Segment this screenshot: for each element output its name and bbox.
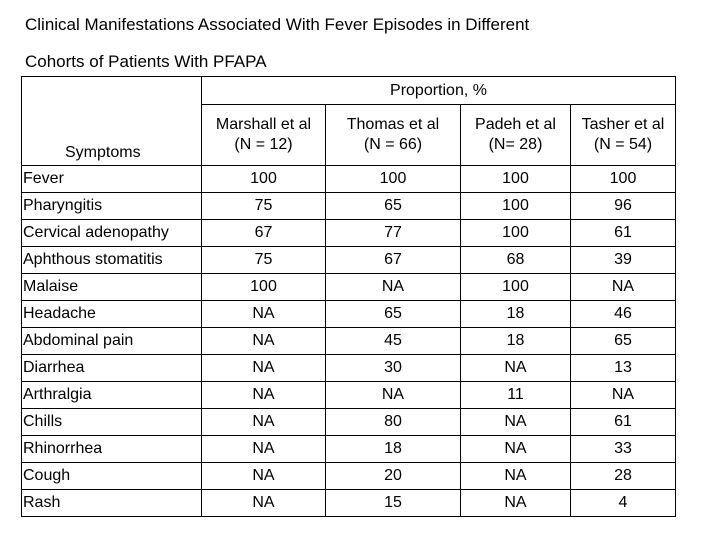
column-name: Tasher et al <box>581 116 665 133</box>
symptom-cell: Abdominal pain <box>22 328 202 355</box>
symptoms-table <box>21 76 676 517</box>
value-cell: 30 <box>326 355 461 382</box>
table-row <box>22 301 676 328</box>
value-cell: 68 <box>461 247 571 274</box>
value-cell: 18 <box>461 301 571 328</box>
value-cell: 15 <box>326 490 461 517</box>
table-row <box>22 463 676 490</box>
title-line-2: Cohorts of Patients With PFAPA <box>25 52 267 71</box>
value-cell: NA <box>202 301 326 328</box>
value-cell: 100 <box>202 166 326 193</box>
value-cell: NA <box>202 490 326 517</box>
column-name: Marshall et al <box>215 116 312 133</box>
value-cell: 100 <box>461 193 571 220</box>
value-cell: NA <box>571 382 676 409</box>
value-cell: 65 <box>326 193 461 220</box>
symptom-cell: Aphthous stomatitis <box>22 247 202 274</box>
value-cell: NA <box>202 463 326 490</box>
value-cell: NA <box>202 328 326 355</box>
symptom-cell: Arthralgia <box>22 382 202 409</box>
value-cell: NA <box>461 463 571 490</box>
table-row <box>22 382 676 409</box>
symptom-cell: Headache <box>22 301 202 328</box>
table-row <box>22 166 676 193</box>
value-cell: NA <box>202 355 326 382</box>
value-cell: NA <box>461 490 571 517</box>
value-cell: 61 <box>571 220 676 247</box>
value-cell: 100 <box>461 220 571 247</box>
table-row <box>22 247 676 274</box>
symptom-cell: Cervical adenopathy <box>22 220 202 247</box>
column-header <box>326 105 461 166</box>
symptom-cell: Diarrhea <box>22 355 202 382</box>
value-cell: NA <box>461 436 571 463</box>
column-n: (N = 12) <box>234 136 293 153</box>
symptom-cell: Rash <box>22 490 202 517</box>
table-row <box>22 409 676 436</box>
symptom-cell: Pharyngitis <box>22 193 202 220</box>
table-row <box>22 328 676 355</box>
value-cell: NA <box>202 409 326 436</box>
value-cell: 75 <box>202 247 326 274</box>
value-cell: 100 <box>326 166 461 193</box>
title-line-1: Clinical Manifestations Associated With Fever Episodes in Different <box>25 15 530 34</box>
symptom-cell: Chills <box>22 409 202 436</box>
value-cell: NA <box>326 382 461 409</box>
value-cell: 100 <box>571 166 676 193</box>
value-cell: 13 <box>571 355 676 382</box>
value-cell: 18 <box>326 436 461 463</box>
value-cell: NA <box>202 382 326 409</box>
value-cell: 75 <box>202 193 326 220</box>
column-name: Padeh et al <box>475 116 556 133</box>
value-cell: 100 <box>461 274 571 301</box>
table-row <box>22 436 676 463</box>
table-row <box>22 490 676 517</box>
symptom-cell: Fever <box>22 166 202 193</box>
value-cell: 100 <box>461 166 571 193</box>
column-name: Thomas et al <box>346 116 440 133</box>
value-cell: 46 <box>571 301 676 328</box>
column-header <box>461 105 571 166</box>
value-cell: NA <box>326 274 461 301</box>
value-cell: NA <box>461 409 571 436</box>
value-cell: 61 <box>571 409 676 436</box>
symptom-cell: Cough <box>22 463 202 490</box>
value-cell: 11 <box>461 382 571 409</box>
table-row <box>22 193 676 220</box>
table-row <box>22 355 676 382</box>
column-header <box>202 105 326 166</box>
symptom-cell: Malaise <box>22 274 202 301</box>
table-row <box>22 274 676 301</box>
column-header <box>571 105 676 166</box>
value-cell: 65 <box>571 328 676 355</box>
proportion-header: Proportion, % <box>202 77 676 105</box>
value-cell: 77 <box>326 220 461 247</box>
value-cell: 4 <box>571 490 676 517</box>
value-cell: 80 <box>326 409 461 436</box>
value-cell: 20 <box>326 463 461 490</box>
value-cell: 45 <box>326 328 461 355</box>
value-cell: 28 <box>571 463 676 490</box>
value-cell: NA <box>461 355 571 382</box>
value-cell: 67 <box>326 247 461 274</box>
table-row <box>22 220 676 247</box>
column-n: (N= 28) <box>488 136 543 153</box>
value-cell: 18 <box>461 328 571 355</box>
column-n: (N = 66) <box>363 136 423 153</box>
value-cell: 65 <box>326 301 461 328</box>
value-cell: 33 <box>571 436 676 463</box>
column-n: (N = 54) <box>593 136 653 153</box>
value-cell: 67 <box>202 220 326 247</box>
symptom-cell: Rhinorrhea <box>22 436 202 463</box>
value-cell: NA <box>571 274 676 301</box>
value-cell: 100 <box>202 274 326 301</box>
value-cell: NA <box>202 436 326 463</box>
value-cell: 39 <box>571 247 676 274</box>
symptoms-header: Symptoms <box>22 77 202 166</box>
value-cell: 96 <box>571 193 676 220</box>
